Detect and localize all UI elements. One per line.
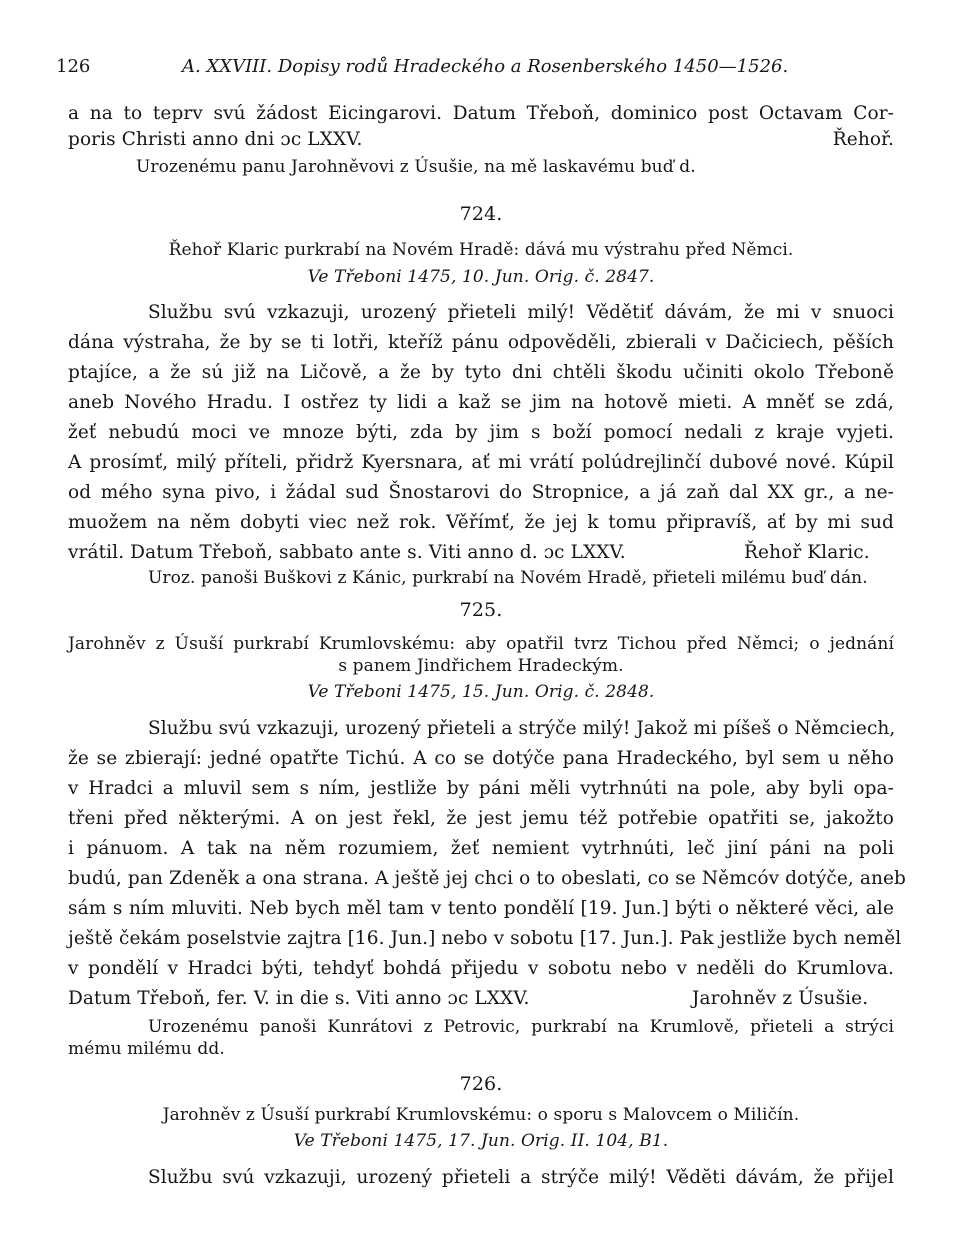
text-line: třeni před některými. A on jest řekl, že jest jemu též potřebie opatřiti se, jakožto (68, 808, 894, 829)
text-line: Službu svú vzkazuji, urozený přieteli a strýče milý! Vědĕti dávám, že přijel (148, 1167, 894, 1188)
text-line: Službu svú vzkazuji, urozený přieteli a strýče milý! Jakož mi píšeš o Němciech, (148, 718, 896, 739)
text-line: ještě čekám poselstvie zajtra [16. Jun.] nebo v sobotu [17. Jun.]. Pak jestliže bych neměl (68, 928, 902, 949)
letter-source: Ve Třeboni 1475, 15. Jun. Orig. č. 2848. (307, 682, 655, 702)
text-line: v pondělí v Hradci býti, tehdyť bohdá přijedu v sobotu nebo v neděli do Krumlova. (68, 958, 894, 979)
text-line: žeť nebudú moci ve mnoze býti, zda by jim s boží pomocí nedali z kraje vyjeti. (68, 422, 894, 443)
text-line: budú, pan Zdeněk a ona strana. A ještě jej chci o to obeslati, co se Němcóv dotýče, aneb (68, 868, 906, 889)
letter-number: 725. (459, 599, 503, 621)
text-line: i pánuom. A tak na něm rozumiem, žeť nemient vytrhnúti, leč jiní páni na poli (68, 838, 894, 859)
letter-summary: s panem Jindřichem Hradeckým. (338, 656, 624, 676)
text-line: muožem na něm dobyti viec než rok. Věřímť, že jej k tomu připravíš, ať by mi sud (68, 512, 894, 533)
letter-source: Ve Třeboni 1475, 17. Jun. Orig. II. 104, B1. (293, 1131, 669, 1151)
address-line: mému milému dd. (68, 1039, 225, 1059)
closing-text: poris Christi anno dni ɔc LXXV. (68, 129, 363, 150)
letter-number: 724. (459, 203, 503, 225)
address-line: Urozenému panu Jarohněvovi z Úsušie, na mě laskavému buď d. (136, 157, 696, 177)
page-number: 126 (56, 56, 91, 77)
address-line: Urozenému panoši Kunrátovi z Petrovic, purkrabí na Krumlově, přieteli a strýci (148, 1017, 894, 1037)
signature: Řehoř. (832, 129, 894, 150)
running-title: A. XXVIII. Dopisy rodů Hradeckého a Rosenberského 1450—1526. (182, 56, 789, 77)
text-line: v Hradci a mluvil sem s ním, jestliže by páni měli vytrhnúti na pole, aby byli opa- (68, 778, 894, 799)
text-line: dána výstraha, že by se ti lotři, kteříž pánu odpověděli, zbierali v Dačiciech, pěších (68, 332, 894, 353)
text-line: sám s ním mluviti. Neb bych měl tam v tento pondělí [19. Jun.] býti o některé věci, ale (68, 898, 894, 919)
letter-summary: Jarohněv z Úsuší purkrabí Krumlovskému: o sporu s Malovcem o Miličín. (162, 1105, 800, 1125)
letter-summary: Řehoř Klaric purkrabí na Novém Hradě: dává mu výstrahu před Němci. (168, 240, 794, 260)
text-line: od mého syna pivo, i žádal sud Šnostarovi do Stropnice, a já zaň dal XX gr., a ne- (68, 482, 894, 503)
text-line (68, 541, 894, 565)
letter-summary: Jarohněv z Úsuší purkrabí Krumlovskému: aby opatřil tvrz Tichou před Němci; o jednání (68, 634, 894, 654)
letter-source: Ve Třeboni 1475, 10. Jun. Orig. č. 2847. (307, 267, 655, 287)
signature: Řehoř Klaric. (744, 542, 870, 563)
text-line: A prosímť, milý příteli, přidrž Kyersnara, ať mi vrátí polúdrejlinčí dubové nové. Kúpil (68, 452, 894, 473)
text-line: a na to teprv svú žádost Eicingarovi. Datum Třeboň, dominico post Octavam Cor- (68, 103, 894, 124)
text-line (68, 987, 894, 1011)
text-line (68, 128, 894, 152)
closing-text: Datum Třeboň, fer. V. in die s. Viti anno ɔc LXXV. (68, 988, 530, 1009)
closing-text: vrátil. Datum Třeboň, sabbato ante s. Viti anno d. ɔc LXXV. (68, 542, 626, 563)
address-line: Uroz. panoši Buškovi z Kánic, purkrabí na Novém Hradě, přieteli milému buď dán. (148, 568, 868, 588)
text-line: že se zbierají: jedné opatřte Tichú. A co se dotýče pana Hradeckého, byl sem u něho (68, 748, 894, 769)
text-line: aneb Nového Hradu. I ostřez ty lidi a kaž se jim na hotově mieti. A mněť se zdá, (68, 392, 894, 413)
signature: Jarohněv z Úsušie. (692, 988, 869, 1009)
text-line: ptajíce, a že sú již na Ličově, a že by tyto dni chtěli škodu učiniti okolo Třeboně (68, 362, 894, 383)
letter-number: 726. (459, 1073, 503, 1095)
text-line: Službu svú vzkazuji, urozený přieteli milý! Vědětiť dávám, že mi v snuoci (148, 302, 894, 323)
